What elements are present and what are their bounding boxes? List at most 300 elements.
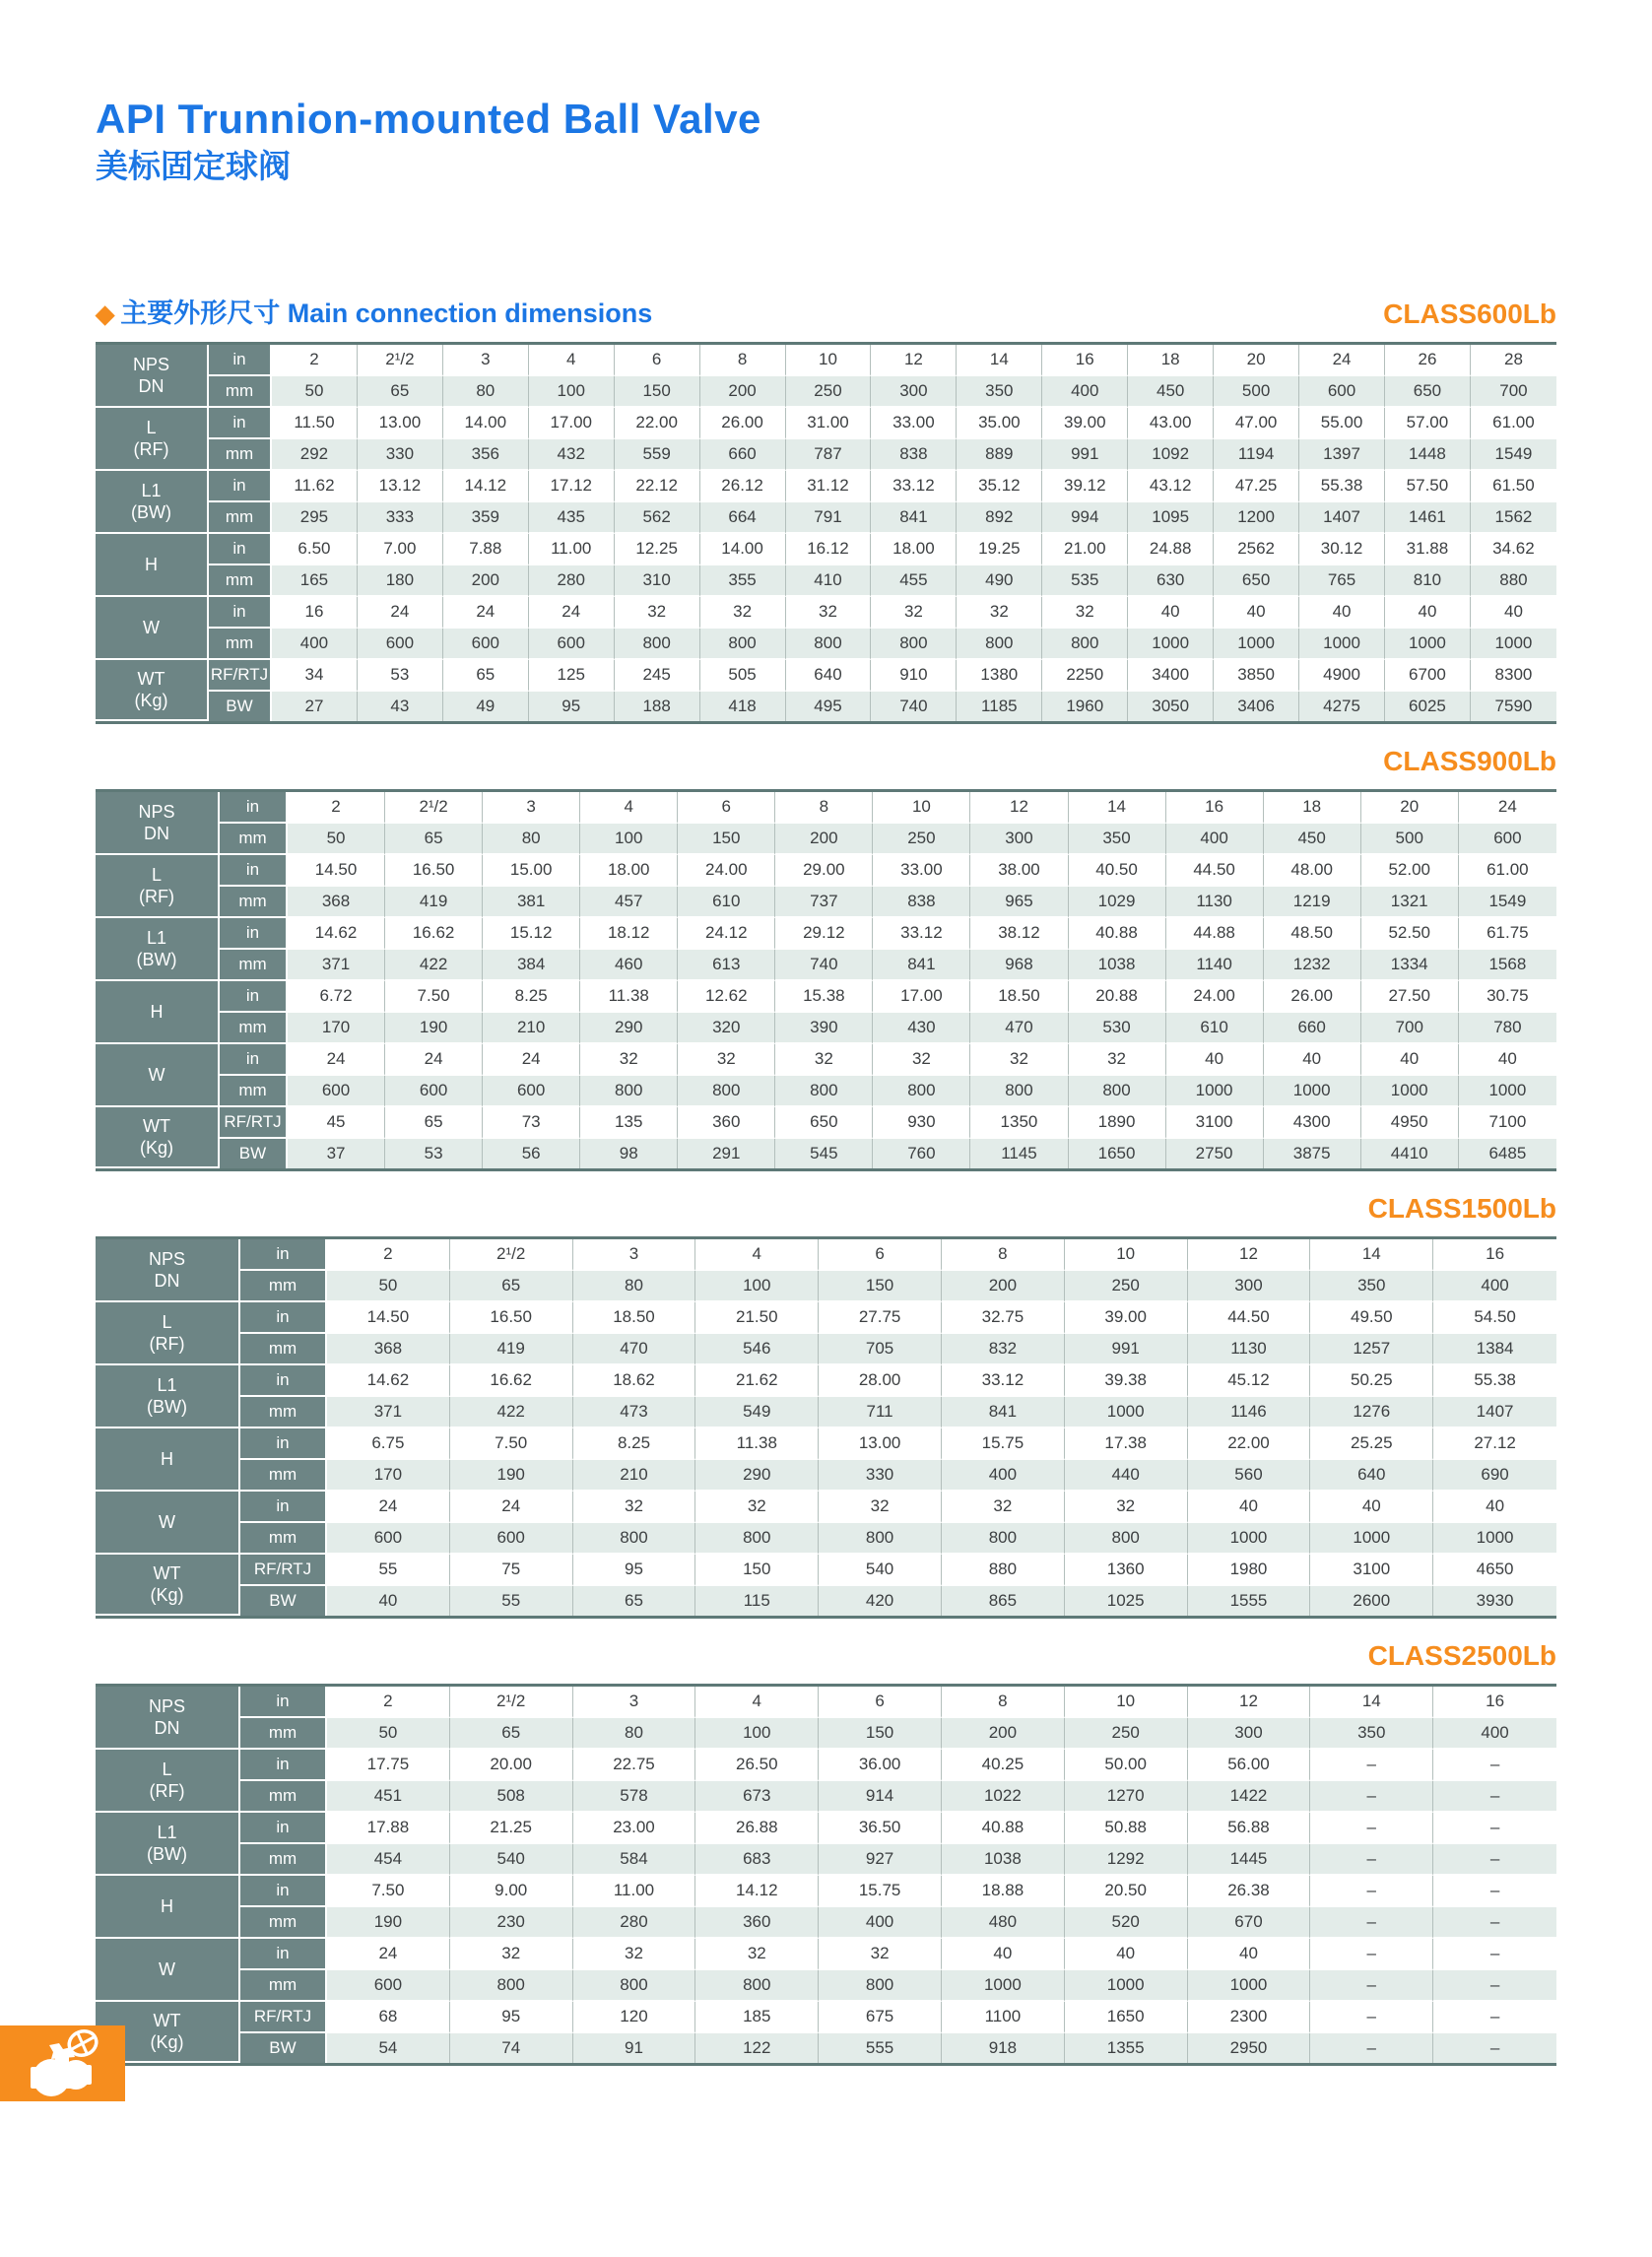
value-cell: 65 <box>450 1271 573 1302</box>
value-cell: 32.75 <box>942 1302 1065 1334</box>
value-cell: 1355 <box>1065 2033 1188 2063</box>
value-cell: 20.00 <box>450 1750 573 1781</box>
value-cell: 371 <box>327 1397 450 1428</box>
unit-label: in <box>209 471 272 502</box>
unit-label: in <box>220 918 288 950</box>
table-row <box>96 824 1556 855</box>
value-cell: 14.00 <box>700 534 786 565</box>
value-cell: 841 <box>942 1397 1065 1428</box>
value-cell: 832 <box>942 1334 1065 1365</box>
value-cell: 32 <box>678 1044 775 1076</box>
value-cell: 1397 <box>1299 439 1385 471</box>
value-cell: 838 <box>873 887 970 918</box>
value-cell: 1000 <box>1128 629 1214 660</box>
value-cell: 15.75 <box>942 1428 1065 1460</box>
value-cell: 1000 <box>1065 1397 1188 1428</box>
value-cell: 740 <box>871 692 957 721</box>
value-cell: 32 <box>615 597 700 629</box>
value-cell: 36.00 <box>819 1750 942 1781</box>
value-cell: 1146 <box>1188 1397 1311 1428</box>
value-cell: 1000 <box>1264 1076 1361 1107</box>
value-cell: 14 <box>1310 1687 1433 1718</box>
value-cell: 384 <box>483 950 580 981</box>
value-cell: 1000 <box>1471 629 1556 660</box>
value-cell: – <box>1433 1781 1556 1813</box>
value-cell: 559 <box>615 439 700 471</box>
row-group-label: L (RF) <box>96 1302 240 1365</box>
diamond-icon: ◆ <box>96 300 115 328</box>
value-cell: 965 <box>970 887 1068 918</box>
value-cell: 38.12 <box>970 918 1068 950</box>
value-cell: 21.25 <box>450 1813 573 1844</box>
value-cell: 50 <box>327 1718 450 1750</box>
unit-label: mm <box>209 376 272 408</box>
value-cell: 4410 <box>1361 1139 1459 1168</box>
unit-label: mm <box>240 1718 327 1750</box>
value-cell: 40.25 <box>942 1750 1065 1781</box>
value-cell: 47.25 <box>1214 471 1299 502</box>
value-cell: 49.50 <box>1310 1302 1433 1334</box>
value-cell: 3 <box>573 1687 696 1718</box>
row-group-label: WT (Kg) <box>96 660 209 721</box>
value-cell: 190 <box>327 1907 450 1939</box>
value-cell: 810 <box>1385 565 1471 597</box>
unit-label: in <box>240 1687 327 1718</box>
value-cell: 546 <box>695 1334 819 1365</box>
value-cell: 100 <box>580 824 678 855</box>
value-cell: 11.38 <box>695 1428 819 1460</box>
value-cell: – <box>1433 1750 1556 1781</box>
value-cell: 8 <box>775 792 873 824</box>
value-cell: 3100 <box>1310 1555 1433 1586</box>
table-row <box>96 408 1556 439</box>
value-cell: 34.62 <box>1471 534 1556 565</box>
value-cell: 1000 <box>1214 629 1299 660</box>
value-cell: 24 <box>385 1044 483 1076</box>
value-cell: – <box>1310 1876 1433 1907</box>
value-cell: 40.50 <box>1069 855 1166 887</box>
value-cell: 880 <box>942 1555 1065 1586</box>
value-cell: 2562 <box>1214 534 1299 565</box>
table-row <box>96 981 1556 1013</box>
value-cell: 24.00 <box>1166 981 1264 1013</box>
value-cell: 11.38 <box>580 981 678 1013</box>
value-cell: 10 <box>1065 1239 1188 1271</box>
value-cell: 454 <box>327 1844 450 1876</box>
value-cell: 43.00 <box>1128 408 1214 439</box>
value-cell: 100 <box>695 1271 819 1302</box>
row-group-label: NPS DN <box>96 1687 240 1750</box>
unit-label: RF/RTJ <box>209 660 272 692</box>
unit-label: mm <box>209 439 272 471</box>
value-cell: 600 <box>358 629 443 660</box>
value-cell: 6 <box>678 792 775 824</box>
value-cell: 32 <box>695 1939 819 1970</box>
table-row <box>96 597 1556 629</box>
value-cell: 200 <box>700 376 786 408</box>
value-cell: 3400 <box>1128 660 1214 692</box>
value-cell: 32 <box>819 1939 942 1970</box>
value-cell: 245 <box>615 660 700 692</box>
value-cell: 31.88 <box>1385 534 1471 565</box>
value-cell: 640 <box>786 660 872 692</box>
value-cell: 135 <box>580 1107 678 1139</box>
value-cell: 430 <box>873 1013 970 1044</box>
value-cell: 700 <box>1471 376 1556 408</box>
value-cell: 1407 <box>1433 1397 1556 1428</box>
table-row <box>96 1876 1556 1907</box>
table-row <box>96 1139 1556 1168</box>
value-cell: 6 <box>819 1687 942 1718</box>
table-row <box>96 792 1556 824</box>
value-cell: 613 <box>678 950 775 981</box>
unit-label: in <box>240 1302 327 1334</box>
unit-label: in <box>240 1939 327 1970</box>
unit-label: in <box>209 597 272 629</box>
table-row <box>96 534 1556 565</box>
value-cell: 95 <box>450 2002 573 2033</box>
value-cell: 37 <box>288 1139 385 1168</box>
row-group-label: NPS DN <box>96 345 209 408</box>
value-cell: 14 <box>957 345 1042 376</box>
value-cell: 100 <box>695 1718 819 1750</box>
row-group-label: WT (Kg) <box>96 2002 240 2063</box>
table-row <box>96 439 1556 471</box>
value-cell: 450 <box>1264 824 1361 855</box>
value-cell: 32 <box>786 597 872 629</box>
value-cell: 600 <box>483 1076 580 1107</box>
value-cell: 422 <box>385 950 483 981</box>
value-cell: 290 <box>695 1460 819 1492</box>
value-cell: 1000 <box>1361 1076 1459 1107</box>
table-row <box>96 1397 1556 1428</box>
value-cell: 8 <box>942 1687 1065 1718</box>
value-cell: 800 <box>573 1970 696 2002</box>
value-cell: 122 <box>695 2033 819 2063</box>
value-cell: 1461 <box>1385 502 1471 534</box>
unit-label: mm <box>240 1334 327 1365</box>
value-cell: 10 <box>786 345 872 376</box>
value-cell: 1292 <box>1065 1844 1188 1876</box>
value-cell: 52.50 <box>1361 918 1459 950</box>
value-cell: 320 <box>678 1013 775 1044</box>
value-cell: 6025 <box>1385 692 1471 721</box>
table-row <box>96 2002 1556 2033</box>
value-cell: 470 <box>970 1013 1068 1044</box>
row-group-label: W <box>96 1492 240 1555</box>
value-cell: 549 <box>695 1397 819 1428</box>
unit-label: in <box>240 1239 327 1271</box>
value-cell: 1000 <box>1385 629 1471 660</box>
value-cell: 13.00 <box>819 1428 942 1460</box>
value-cell: 6.50 <box>272 534 358 565</box>
value-cell: 6.72 <box>288 981 385 1013</box>
value-cell: 600 <box>443 629 529 660</box>
table-row <box>96 1555 1556 1586</box>
value-cell: 1445 <box>1188 1844 1311 1876</box>
table-row <box>96 1460 1556 1492</box>
value-cell: 578 <box>573 1781 696 1813</box>
value-cell: 800 <box>573 1523 696 1555</box>
value-cell: 150 <box>819 1271 942 1302</box>
value-cell: 2¹/2 <box>450 1687 573 1718</box>
value-cell: 32 <box>957 597 1042 629</box>
value-cell: 16 <box>272 597 358 629</box>
value-cell: 32 <box>450 1939 573 1970</box>
value-cell: 451 <box>327 1781 450 1813</box>
unit-label: in <box>240 1492 327 1523</box>
value-cell: 32 <box>695 1492 819 1523</box>
value-cell: 40 <box>1385 597 1471 629</box>
value-cell: 17.88 <box>327 1813 450 1844</box>
value-cell: 14 <box>1310 1239 1433 1271</box>
value-cell: 470 <box>573 1334 696 1365</box>
value-cell: 188 <box>615 692 700 721</box>
value-cell: 1232 <box>1264 950 1361 981</box>
table-row <box>96 565 1556 597</box>
value-cell: 74 <box>450 2033 573 2063</box>
value-cell: 737 <box>775 887 873 918</box>
value-cell: 4 <box>580 792 678 824</box>
value-cell: 33.12 <box>873 918 970 950</box>
value-cell: 32 <box>775 1044 873 1076</box>
value-cell: 150 <box>678 824 775 855</box>
row-group-label: H <box>96 1876 240 1939</box>
value-cell: 24 <box>483 1044 580 1076</box>
value-cell: 165 <box>272 565 358 597</box>
value-cell: – <box>1433 1907 1556 1939</box>
value-cell: 26.38 <box>1188 1876 1311 1907</box>
value-cell: 350 <box>1310 1271 1433 1302</box>
value-cell: 400 <box>1042 376 1128 408</box>
value-cell: 65 <box>385 824 483 855</box>
value-cell: 1095 <box>1128 502 1214 534</box>
value-cell: 7.50 <box>327 1876 450 1907</box>
value-cell: 4 <box>695 1687 819 1718</box>
value-cell: 2600 <box>1310 1586 1433 1616</box>
value-cell: 12.25 <box>615 534 700 565</box>
table-row <box>96 1239 1556 1271</box>
value-cell: 150 <box>615 376 700 408</box>
value-cell: 508 <box>450 1781 573 1813</box>
value-cell: 3875 <box>1264 1139 1361 1168</box>
value-cell: 410 <box>786 565 872 597</box>
value-cell: 50 <box>327 1271 450 1302</box>
value-cell: 800 <box>700 629 786 660</box>
class-label: CLASS600Lb <box>1383 299 1556 329</box>
value-cell: 371 <box>288 950 385 981</box>
value-cell: 419 <box>385 887 483 918</box>
value-cell: 7.50 <box>450 1428 573 1460</box>
value-cell: 20 <box>1361 792 1459 824</box>
value-cell: 45.12 <box>1188 1365 1311 1397</box>
value-cell: 780 <box>1459 1013 1556 1044</box>
value-cell: 14.00 <box>443 408 529 439</box>
value-cell: 8.25 <box>573 1428 696 1460</box>
value-cell: 473 <box>573 1397 696 1428</box>
value-cell: 2¹/2 <box>450 1239 573 1271</box>
value-cell: 22.12 <box>615 471 700 502</box>
value-cell: 55.38 <box>1433 1365 1556 1397</box>
value-cell: 57.50 <box>1385 471 1471 502</box>
value-cell: 250 <box>1065 1271 1188 1302</box>
unit-label: BW <box>240 1586 327 1616</box>
value-cell: 535 <box>1042 565 1128 597</box>
unit-label: mm <box>209 502 272 534</box>
value-cell: 683 <box>695 1844 819 1876</box>
unit-label: mm <box>240 1970 327 2002</box>
value-cell: 73 <box>483 1107 580 1139</box>
value-cell: 3100 <box>1166 1107 1264 1139</box>
value-cell: 300 <box>871 376 957 408</box>
table-row <box>96 1781 1556 1813</box>
row-group-label: L (RF) <box>96 408 209 471</box>
value-cell: 14.50 <box>327 1302 450 1334</box>
value-cell: 18.12 <box>580 918 678 950</box>
unit-label: mm <box>240 1844 327 1876</box>
value-cell: 56 <box>483 1139 580 1168</box>
value-cell: 968 <box>970 950 1068 981</box>
value-cell: 185 <box>695 2002 819 2033</box>
value-cell: 650 <box>775 1107 873 1139</box>
value-cell: 2 <box>327 1687 450 1718</box>
value-cell: 457 <box>580 887 678 918</box>
unit-label: BW <box>209 692 272 721</box>
value-cell: 16.50 <box>385 855 483 887</box>
value-cell: 422 <box>450 1397 573 1428</box>
value-cell: 16 <box>1166 792 1264 824</box>
value-cell: 650 <box>1214 565 1299 597</box>
value-cell: 3 <box>443 345 529 376</box>
section-header-row <box>96 292 1556 330</box>
value-cell: 991 <box>1065 1334 1188 1365</box>
value-cell: 1407 <box>1299 502 1385 534</box>
value-cell: 300 <box>970 824 1068 855</box>
value-cell: 17.00 <box>529 408 615 439</box>
value-cell: 45 <box>288 1107 385 1139</box>
value-cell: 33.00 <box>871 408 957 439</box>
unit-label: in <box>240 1750 327 1781</box>
value-cell: 310 <box>615 565 700 597</box>
value-cell: 1000 <box>942 1970 1065 2002</box>
value-cell: 40 <box>1188 1492 1311 1523</box>
value-cell: 190 <box>385 1013 483 1044</box>
row-group-label: L1 (BW) <box>96 918 220 981</box>
value-cell: 56.00 <box>1188 1750 1311 1781</box>
value-cell: 3930 <box>1433 1586 1556 1616</box>
value-cell: 1038 <box>942 1844 1065 1876</box>
value-cell: 36.50 <box>819 1813 942 1844</box>
unit-label: RF/RTJ <box>220 1107 288 1139</box>
value-cell: 560 <box>1188 1460 1311 1492</box>
value-cell: 40 <box>1471 597 1556 629</box>
table-row <box>96 1365 1556 1397</box>
value-cell: 670 <box>1188 1907 1311 1939</box>
value-cell: 57.00 <box>1385 408 1471 439</box>
value-cell: 28 <box>1471 345 1556 376</box>
value-cell: 16.12 <box>786 534 872 565</box>
value-cell: – <box>1310 1844 1433 1876</box>
table-row <box>96 1813 1556 1844</box>
value-cell: 55.00 <box>1299 408 1385 439</box>
value-cell: 54.50 <box>1433 1302 1556 1334</box>
value-cell: 1219 <box>1264 887 1361 918</box>
value-cell: 16 <box>1042 345 1128 376</box>
value-cell: 700 <box>1361 1013 1459 1044</box>
unit-label: in <box>240 1428 327 1460</box>
value-cell: 1022 <box>942 1781 1065 1813</box>
unit-label: mm <box>220 950 288 981</box>
unit-label: mm <box>240 1781 327 1813</box>
value-cell: 2250 <box>1042 660 1128 692</box>
value-cell: 841 <box>873 950 970 981</box>
value-cell: 50.00 <box>1065 1750 1188 1781</box>
value-cell: 1650 <box>1069 1139 1166 1168</box>
value-cell: 13.12 <box>358 471 443 502</box>
value-cell: 47.00 <box>1214 408 1299 439</box>
value-cell: 12 <box>871 345 957 376</box>
value-cell: 61.50 <box>1471 471 1556 502</box>
value-cell: 3 <box>573 1239 696 1271</box>
value-cell: 520 <box>1065 1907 1188 1939</box>
value-cell: 6485 <box>1459 1139 1556 1168</box>
class-label: CLASS2500Lb <box>1367 1640 1556 1671</box>
dimension-tables <box>96 342 1556 2066</box>
value-cell: 1334 <box>1361 950 1459 981</box>
value-cell: 1257 <box>1310 1334 1433 1365</box>
value-cell: 14.12 <box>443 471 529 502</box>
value-cell: 600 <box>327 1523 450 1555</box>
value-cell: 495 <box>786 692 872 721</box>
value-cell: 400 <box>1433 1718 1556 1750</box>
value-cell: 711 <box>819 1397 942 1428</box>
value-cell: 360 <box>695 1907 819 1939</box>
value-cell: 800 <box>1069 1076 1166 1107</box>
value-cell: 1025 <box>1065 1586 1188 1616</box>
value-cell: 600 <box>450 1523 573 1555</box>
value-cell: 889 <box>957 439 1042 471</box>
value-cell: 65 <box>385 1107 483 1139</box>
value-cell: 24 <box>450 1492 573 1523</box>
value-cell: 32 <box>970 1044 1068 1076</box>
value-cell: 17.12 <box>529 471 615 502</box>
value-cell: 7100 <box>1459 1107 1556 1139</box>
value-cell: 26.50 <box>695 1750 819 1781</box>
value-cell: 640 <box>1310 1460 1433 1492</box>
value-cell: 7.00 <box>358 534 443 565</box>
row-group-label: L (RF) <box>96 1750 240 1813</box>
value-cell: 24.88 <box>1128 534 1214 565</box>
value-cell: 48.00 <box>1264 855 1361 887</box>
value-cell: 68 <box>327 2002 450 2033</box>
unit-label: RF/RTJ <box>240 1555 327 1586</box>
unit-label: in <box>240 1365 327 1397</box>
value-cell: 765 <box>1299 565 1385 597</box>
value-cell: 4275 <box>1299 692 1385 721</box>
value-cell: 53 <box>358 660 443 692</box>
value-cell: 10 <box>873 792 970 824</box>
value-cell: 1980 <box>1188 1555 1311 1586</box>
value-cell: 55.38 <box>1299 471 1385 502</box>
value-cell: 17.38 <box>1065 1428 1188 1460</box>
value-cell: 1000 <box>1310 1523 1433 1555</box>
value-cell: 455 <box>871 565 957 597</box>
value-cell: 2 <box>327 1239 450 1271</box>
value-cell: 38.00 <box>970 855 1068 887</box>
value-cell: 18.62 <box>573 1365 696 1397</box>
value-cell: 800 <box>695 1523 819 1555</box>
value-cell: 250 <box>1065 1718 1188 1750</box>
